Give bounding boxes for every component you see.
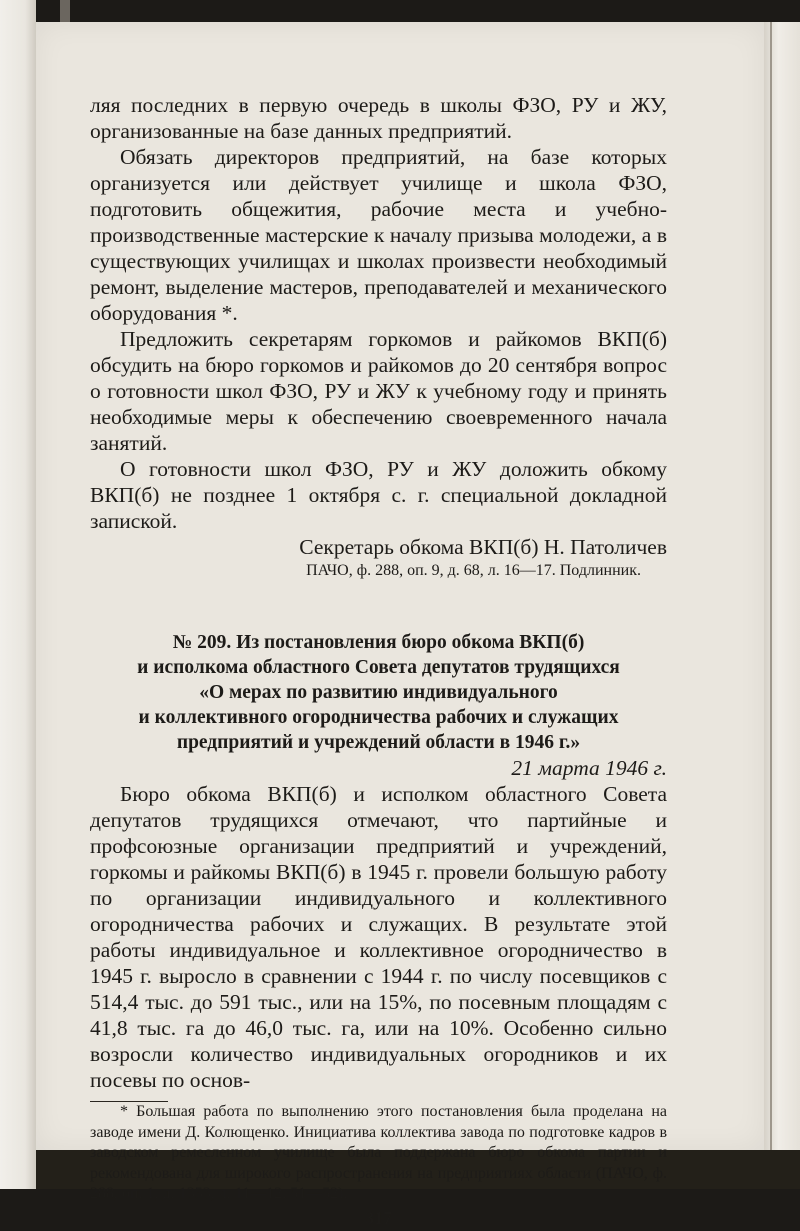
heading-line: № 209. Из постановления бюро обкома ВКП(б): [172, 632, 585, 653]
page-text: [90, 92, 667, 1231]
heading-line: «О мерах по развитию индивидуального: [199, 682, 558, 703]
heading-line: и коллективного огородничества рабочих и служащих: [138, 707, 619, 728]
book-fore-edge: [764, 22, 800, 1150]
paragraph-continuation: ляя последних в первую очередь в школы ФЗО, РУ и ЖУ, организованные на базе данных предприятий.: [90, 93, 667, 143]
document-heading: [90, 630, 667, 755]
heading-line: предприятий и учреждений области в 1946 г.»: [176, 732, 581, 753]
heading-line: и исполкома областного Совета депутатов трудящихся: [137, 657, 620, 678]
paragraph-body: Бюро обкома ВКП(б) и исполком областного Совета депутатов трудящихся отмечают, что партийные и профсоюзные организации предприятий и учреждений, горкомы и райкомы ВКП(б) в 1945 г. провели большую работу по организации индивидуального и коллективного огородничества рабочих и служащих. В результате этой работы индивидуальное и коллективное огородничество в 1945 г. выросло в сравнении с 1944 г. по числу посевщиков с 514,4 тыс. до 591 тыс., или на 15%, по посевным площадям с 41,8 тыс. га до 46,0 тыс. га, или на 10%. Особенно сильно возросли количество индивидуальных огородников и их посевы по основ-: [90, 782, 667, 1092]
paragraph-secretaries: Предложить секретарям горкомов и райкомов ВКП(б) обсудить на бюро горкомов и райкомов до 20 сентября вопрос о готовности школ ФЗО, РУ и ЖУ к учебному году и принять необходимые меры к обеспечению своевременного начала занятий.: [90, 327, 667, 455]
archive-source: ПАЧО, ф. 288, оп. 9, д. 68, л. 16—17. Подлинник.: [306, 562, 641, 579]
paragraph-directors: Обязать директоров предприятий, на базе которых организуется или действует училище и школа ФЗО, подготовить общежития, рабочие места и учебно-производственные мастерские к началу призыва молодежи, а в существующих училищах и школах произвести необходимый ремонт, выделение мастеров, преподавателей и механического оборудования *.: [90, 145, 667, 325]
paragraph-readiness: О готовности школ ФЗО, РУ и ЖУ доложить обкому ВКП(б) не позднее 1 октября с. г. специальной докладной запиской.: [90, 457, 667, 533]
previous-page-edge: [0, 0, 36, 1189]
page-number: 317: [365, 1207, 392, 1228]
scanner-clip: [60, 0, 70, 22]
document-date: 21 марта 1946 г.: [511, 756, 667, 780]
footnote: * Большая работа по выполнению этого постановления была проделана на заводе имени Д. Колющенко. Инициатива коллектива завода по подготовке кадров в заводском ремесленном училище была поддержана бюро обкома партии и рекомендована для широкого распространения на предприятиях области (ПАЧО, ф. 288, оп. 1, д. 1353, л. 11—12, 51—52).: [90, 1103, 667, 1202]
signature: Секретарь обкома ВКП(б) Н. Патоличев: [299, 535, 667, 559]
